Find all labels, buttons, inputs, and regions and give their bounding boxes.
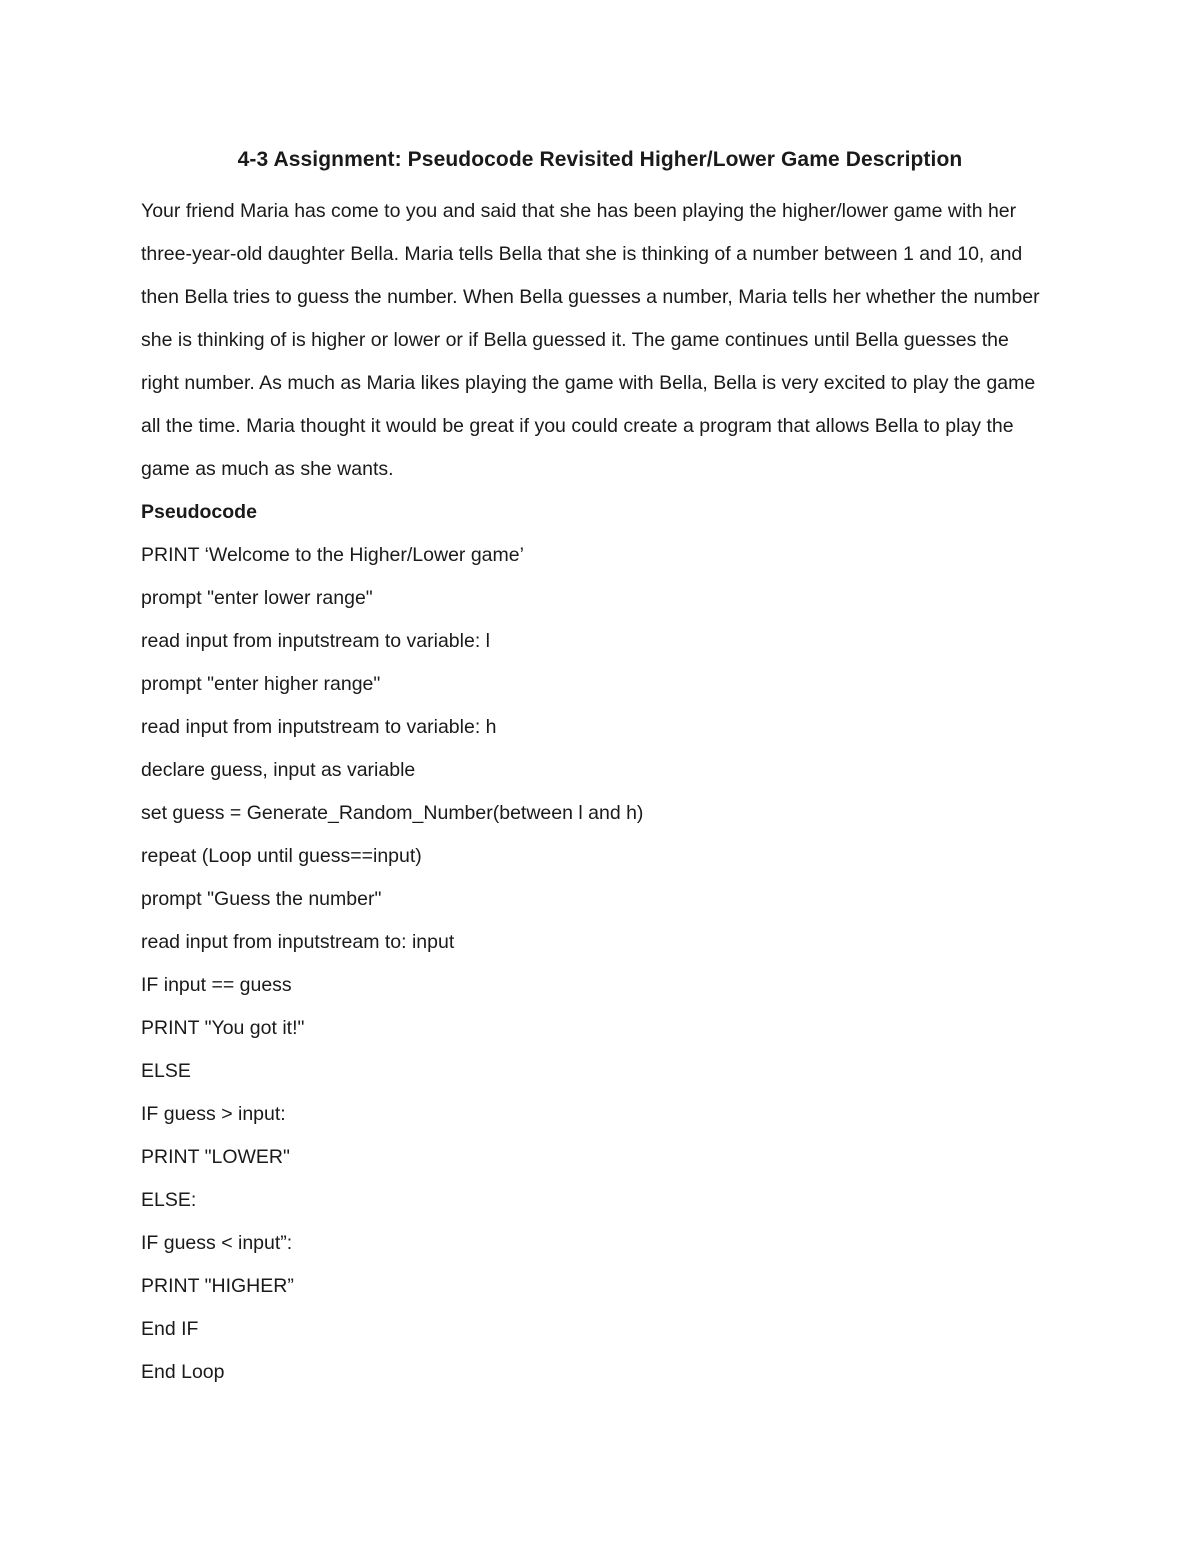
pseudocode-block bbox=[141, 534, 1041, 1394]
pseudocode-line: prompt "enter lower range" bbox=[141, 587, 373, 609]
pseudocode-line: IF input == guess bbox=[141, 974, 292, 996]
document-title: 4-3 Assignment: Pseudocode Revisited Higher/Lower Game Description bbox=[237, 148, 963, 171]
pseudocode-line: PRINT "You got it!" bbox=[141, 1017, 305, 1039]
pseudocode-line: PRINT "LOWER" bbox=[141, 1146, 290, 1168]
pseudocode-line: prompt "enter higher range" bbox=[141, 673, 381, 695]
pseudocode-line: read input from inputstream to variable: h bbox=[141, 716, 497, 738]
pseudocode-line: IF guess > input: bbox=[141, 1103, 286, 1125]
pseudocode-line: prompt "Guess the number" bbox=[141, 888, 382, 910]
pseudocode-line: PRINT "HIGHER” bbox=[141, 1275, 294, 1297]
pseudocode-line: repeat (Loop until guess==input) bbox=[141, 845, 422, 867]
pseudocode-line: read input from inputstream to: input bbox=[141, 931, 455, 953]
pseudocode-line: PRINT ‘Welcome to the Higher/Lower game’ bbox=[141, 544, 524, 566]
pseudocode-line: IF guess < input”: bbox=[141, 1232, 293, 1254]
pseudocode-line: ELSE: bbox=[141, 1189, 197, 1211]
pseudocode-line: set guess = Generate_Random_Number(between l and h) bbox=[141, 802, 644, 824]
description-paragraph: Your friend Maria has come to you and said that she has been playing the higher/lower game with her three-year-old daughter Bella. Maria tells Bella that she is thinking of a number between 1 and 10, and then Bella tries to guess the number. When Bella guesses a number, Maria tells her whether the number she is thinking of is higher or lower or if Bella guessed it. The game continues until Bella guesses the right number. As much as Maria likes playing the game with Bella, Bella is very excited to play the game all the time. Maria thought it would be great if you could create a program that allows Bella to play the game as much as she wants. bbox=[141, 200, 1040, 480]
pseudocode-line: read input from inputstream to variable: l bbox=[141, 630, 491, 652]
pseudocode-heading: Pseudocode bbox=[141, 501, 257, 523]
pseudocode-line: End Loop bbox=[141, 1361, 225, 1383]
pseudocode-line: End IF bbox=[141, 1318, 199, 1340]
pseudocode-line: declare guess, input as variable bbox=[141, 759, 416, 781]
document-body bbox=[141, 190, 1041, 1394]
pseudocode-line: ELSE bbox=[141, 1060, 191, 1082]
